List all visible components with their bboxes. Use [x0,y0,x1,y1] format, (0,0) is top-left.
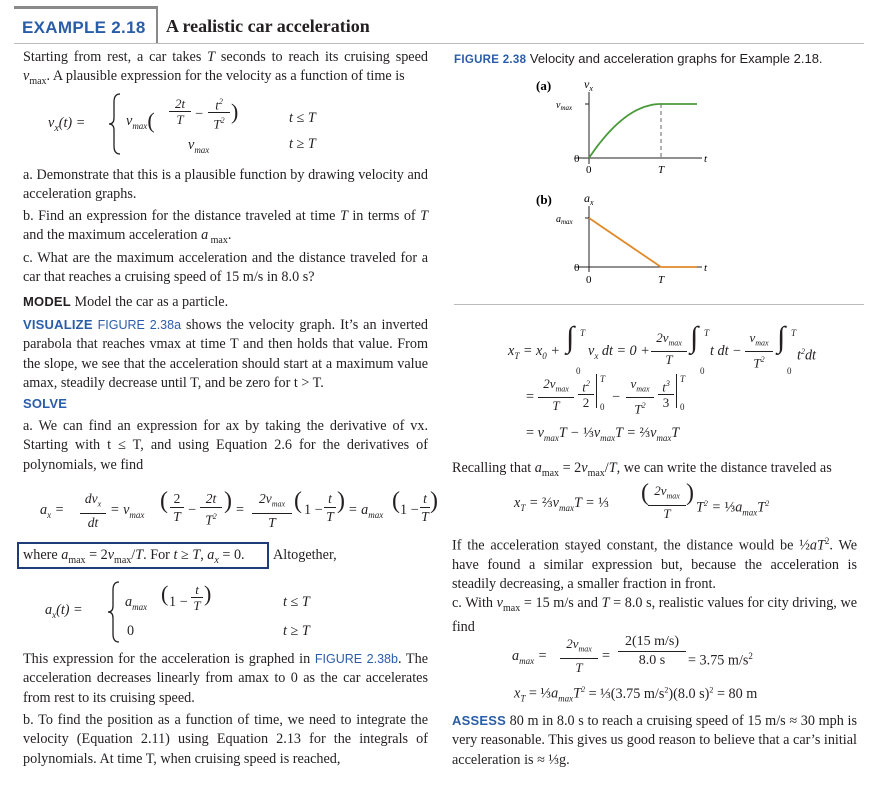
xTf-p1: ( [641,480,649,506]
constant-accel-text: If the acceleration stayed constant, the distance would be $\frac{1}{2}aT^2$. We have found a similar expression but, because the acceleration is steadily decreasing, a smaller fraction in front. [452,536,857,593]
figure-caption-text: Velocity and acceleration graphs for Example 2.18. [529,51,823,66]
graph-b-origin-x: 0 [586,274,592,286]
graphed-figure-ref[interactable]: FIGURE 2.38b [314,652,398,666]
eq-ax-p5: ( [392,488,400,514]
eq-ax-f4: t T [324,490,336,525]
model-label: MODEL [23,294,71,309]
eq-ax-lhs: $a_x$ = [40,502,65,520]
eq-ax-f5: t T [421,491,429,524]
xT-l1-int3-lo: 0 [787,366,792,376]
eq-xT-final [514,482,814,522]
xT-l2-bar2-lo: 0 [680,402,685,412]
amax-frac1: $2v_{max}$ T [560,635,598,676]
eq-vx-frac2: $t^2$ $T^2$ [208,94,230,132]
visualize-label: VISUALIZE [23,317,93,332]
example-header [0,0,884,44]
eq-ax-p3: ( [294,488,302,514]
eq-ax-vmax: = $v_{max}$ [110,502,145,520]
solve-a-paragraph: a. We can find an expression for ax by taking the derivative of vx. Starting with t ≤ T, and using Equation 2.6 for the derivatives of polynomials, we find [23,418,428,473]
xT-l2-bar1 [596,374,597,408]
graph-a-t: t [704,153,708,165]
xTf-lhs: $x_T$ = $\frac{2}{3}v_{max}T$ = ⅓ [514,495,609,513]
graph-a-velocity-curve [589,104,697,158]
xT-l3: = $v_{max}T$ − $\frac{1}{3}v_{max}T$ = $\frac{2}{3}v_{max}T$ [526,425,680,443]
xT-l1-vxdt: $v_x$ dt = 0 + [588,343,650,361]
model-paragraph [23,292,428,312]
graph-b-origin-y: 0 [574,262,580,274]
eq-axc-brace [107,580,121,644]
amax-frac2: 2(15 m/s) 8.0 s [618,633,686,670]
boxed-definition-text: where $a_{max} = 2v_{max}/T$. For t ≥ T, $a_x = 0$. [23,547,245,566]
eq-vx-paren-close: ) [231,99,239,124]
graph-b-T: T [658,274,665,286]
xT-l2-frac4: $t^3$ 3 [658,376,674,410]
eq-vx-minus: − [195,106,204,122]
figure-bottom-rule [454,304,864,305]
xT-l1-int1: ∫ [566,321,575,354]
header-divider-top [14,6,157,9]
xT-l1-lhs: $x_T = x_0$ + [508,343,560,361]
xT-l1-frac2: $v_{max}$ $T^2$ [745,330,773,370]
part-a-question: a. Demonstrate that this is a plausible function by drawing velocity and acceleration graphs. [23,167,428,203]
eq-ax-p2: ) [224,488,232,514]
header-divider-bottom [14,43,864,44]
xT-l2-bar1-up: T [600,374,606,384]
model-text: Model the car as a particle. [74,294,229,310]
graph-b-acceleration-curve [589,218,697,267]
amax-result: = 3.75 $m/s^2$ [688,651,753,669]
eq-ax-eq3: = $a_{max}$ [348,502,384,520]
graph-a-axis-y: $v_x$ [584,77,593,93]
recalling-text: Recalling that $a_{max} = 2v_{max}/T$, we can write the distance traveled as [452,460,832,479]
xT-l2-eq: = [526,389,535,405]
eq-ax-cases [45,580,345,646]
eq-ax-f3: $2v_{max}$ T [252,490,292,531]
xT-l1-tdt: t dt − [710,343,742,359]
eq-vx-case2-cond: t ≥ T [289,136,316,152]
eq-amax-numeric [512,633,812,673]
eq-vx-frac1: 2t T [169,96,191,127]
graphed-pre: This expression for the acceleration is graphed in [23,651,311,667]
xTf-p2: ) [686,480,694,506]
xT-l2-frac2: $t^2$ 2 [578,376,594,410]
eq-ax-dvdt: $dv_x$ dt [80,490,106,531]
eq-xT-numeric: $x_T$ = $\frac{1}{3}a_{max}T^2$ = ⅓(3.75 $m/s^2)(8.0$ s)$^2$ = 80 m [514,685,758,704]
graphed-post: . The acceleration decreases linearly from amax to 0 as the car accelerates from rest to its cruising speed. [23,651,428,706]
eq-axc-one: 1 − [169,594,188,610]
eq-ax-eq2: = [236,502,245,518]
visualize-figure-ref[interactable]: FIGURE 2.38a [97,318,182,332]
left-column [23,48,428,91]
xT-l1-int2-lo: 0 [700,366,705,376]
header-divider-vertical [156,6,158,44]
eq-ax-p1: ( [160,488,168,514]
figure-caption [454,49,864,70]
graph-a-tag: (a) [536,78,552,93]
xT-l1-int3: ∫ [777,321,786,354]
after-box-text: Altogether, [273,547,337,563]
part-b-question: b. Find an expression for the distance traveled at time T in terms of T and the maximum acceleration a $_{max}$. [23,208,428,247]
xTf-frac: $2v_{max}$ T [648,483,686,522]
visualize-text: shows the velocity graph. It’s an inverted parabola that reaches vmax at time T and then holds that value. From the slope, we see that the acceleration should start at a maximum value amax, steadily decrease until T, and be zero for t > T. [23,317,429,391]
graph-b-axis-y: $a_x$ [584,191,594,207]
solve-label-text: SOLVE [23,396,68,411]
xT-l2-bar2-up: T [680,374,686,384]
eq-axc-cond2: t ≥ T [283,623,310,639]
graph-b-t: t [704,262,708,274]
eq-axc-case1: $a_{max}$ [125,594,148,612]
eq-axc-p1: ( [161,581,169,606]
xT-l1-t2dt: $t^2dt$ [797,347,816,364]
figure-graphs [530,74,730,294]
graph-b-amax-label: $a_{max}$ [556,214,573,226]
graphed-paragraph [23,650,428,708]
xT-l1-int3-up: T [791,328,797,338]
eq-ax-one2: 1 − [400,502,419,518]
figure-label: FIGURE 2.38 [454,54,527,66]
eq-axc-frac: t T [191,582,203,613]
eq-vx-lhs: $v_x(t)$ = [48,115,86,134]
assess-paragraph [452,711,857,770]
graph-b-tag: (b) [536,192,552,207]
graph-a-origin-x: 0 [586,164,592,176]
amax-eq2: = [602,648,611,664]
eq-ax-m1: − [188,502,197,518]
xT-l2-bar1-lo: 0 [600,402,605,412]
eq-axc-lhs: $a_x(t)$ = [45,602,83,620]
xTf-rest: $T^2$ = $\frac{1}{3}a_{max}T^2$ [696,499,770,518]
graph-a-origin-y: 0 [574,153,580,165]
eq-ax-p6: ) [430,488,438,514]
example-title: A realistic car acceleration [166,16,370,36]
graph-a-vmax-label: $v_{max}$ [556,100,573,112]
amax-lhs: $a_{max}$ = [512,648,548,666]
xT-l1-int2-up: T [704,328,710,338]
eq-axc-cond1: t ≤ T [283,594,310,610]
xT-l1-int1-up: T [580,328,586,338]
part-c-solution: c. With $v_{max} = 15$ m/s and T = 8.0 s, realistic values for city driving, we find [452,595,858,636]
assess-label: ASSESS [452,713,506,728]
intro-paragraph: Starting from rest, a car takes T seconds to reach its cruising speed $v_{max}$. A plausible expression for the velocity as a function of time is [23,49,428,88]
solve-label [23,394,67,414]
eq-vx-case1-cond: t ≤ T [289,110,316,126]
example-label: EXAMPLE 2.18 [22,18,146,37]
xT-l2-frac1: $2v_{max}$ T [538,376,574,413]
xT-l2-bar2 [676,374,677,408]
eq-vx-brace [108,92,122,156]
eq-vx-cases [48,90,348,158]
eq-axc-case2: 0 [127,623,135,639]
xT-l2-minus: − [612,389,621,405]
eq-axc-p2: ) [204,581,212,606]
xT-l1-frac1: $2v_{max}$ T [651,330,687,367]
graph-a-T: T [658,164,665,176]
eq-ax-one1: 1 − [304,502,323,518]
eq-vx-case2: $v_{max}$ [188,137,210,155]
xT-l2-frac3: $v_{max}$ $T^2$ [626,376,654,416]
eq-ax-derivative [40,488,438,530]
eq-vx-case1: $v_{max}$( [126,108,155,133]
part-b-solution: b. To find the position as a function of time, we need to integrate the velocity (Equation 2.11) using Equation 2.13 for the integrals of polynomials. At time T, when cruising speed is reached, [23,712,428,767]
eq-xT-integral [508,321,858,446]
xT-l1-int1-lo: 0 [576,366,581,376]
eq-ax-f1: 2 T [170,490,184,525]
eq-ax-p4: ) [337,488,345,514]
eq-ax-f2: 2t $T^2$ [200,490,222,529]
part-c-question: c. What are the maximum acceleration and the distance traveled for a car that reaches a cruising speed of 15 m/s in 8.0 s? [23,250,428,286]
assess-text: 80 m in 8.0 s to reach a cruising speed of 15 m/s ≈ 30 mph is very reasonable. This gives us good reason to believe that a car’s initial acceleration is ≈ ⅓g. [452,713,858,768]
xT-l1-int2: ∫ [690,321,699,354]
visualize-paragraph [23,315,428,393]
